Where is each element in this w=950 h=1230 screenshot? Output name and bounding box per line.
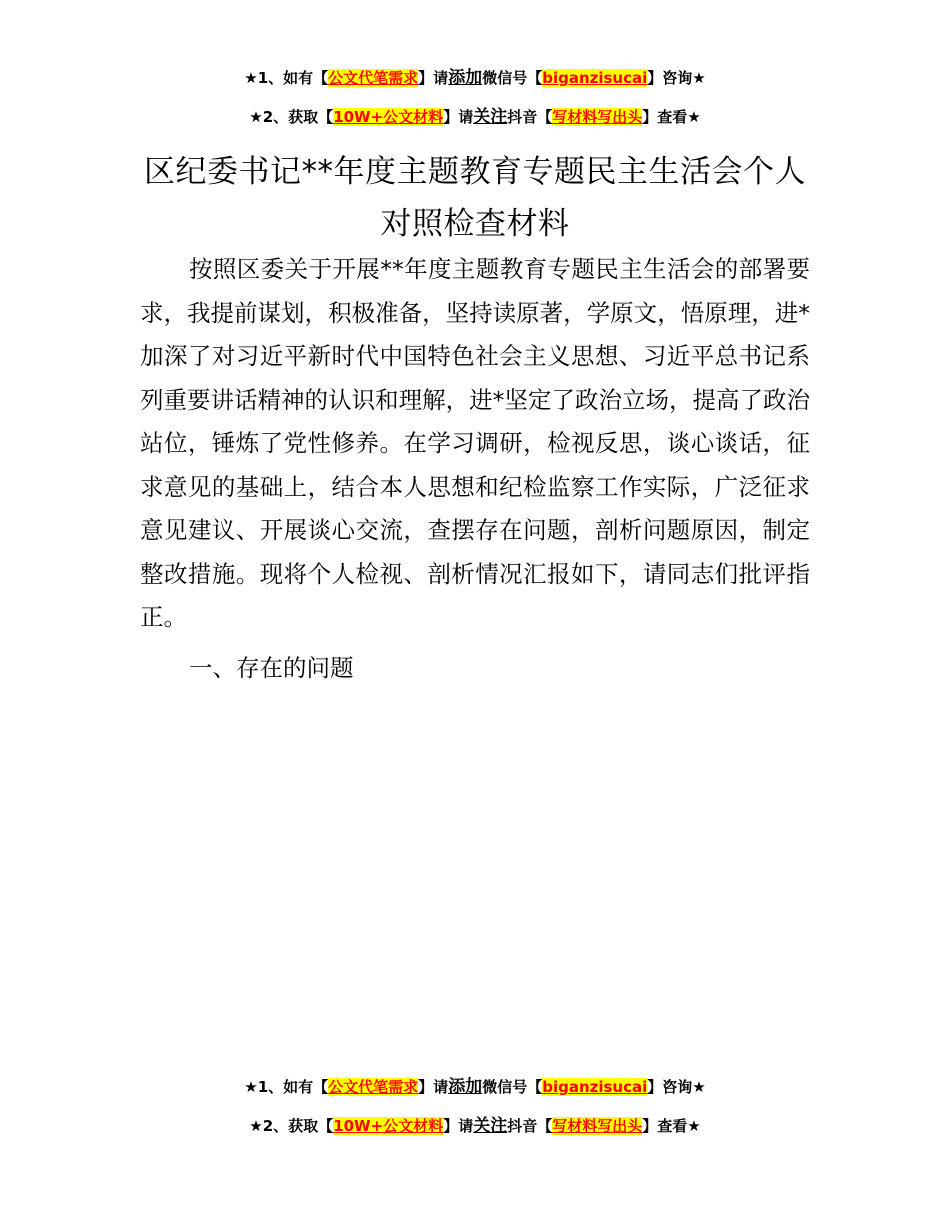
promo-text: 】查看★ <box>642 108 701 126</box>
promo-highlight-wechat-id[interactable]: biganzisucai <box>542 69 648 87</box>
promo-text: 2、获取【 <box>262 108 334 126</box>
star-icon: ★ <box>249 108 263 126</box>
promo-text: 微信号【 <box>482 1078 543 1096</box>
promo-text: 2、获取【 <box>262 1117 334 1135</box>
promo-text: 微信号【 <box>482 69 543 87</box>
promo-text: 】查看★ <box>642 1117 701 1135</box>
section-heading: 一、存在的问题 <box>189 654 354 682</box>
promo-text: 】咨询★ <box>647 69 706 87</box>
promo-text: 】咨询★ <box>647 1078 706 1096</box>
promo-highlight-materials[interactable]: 10W+公文材料 <box>333 1117 444 1135</box>
promo-text: 1、如有【 <box>257 69 329 87</box>
footer-promo-line-1 <box>0 1076 950 1098</box>
footer-promo-line-2 <box>0 1115 950 1137</box>
promo-highlight-wechat-id[interactable]: biganzisucai <box>542 1078 648 1096</box>
promo-underlined-word: 关注 <box>473 107 508 127</box>
promo-highlight-douyin-account[interactable]: 写材料写出头 <box>552 108 643 126</box>
promo-highlight-materials[interactable]: 10W+公文材料 <box>333 108 444 126</box>
promo-underlined-word: 添加 <box>448 68 483 88</box>
promo-highlight-service[interactable]: 公文代笔需求 <box>328 1078 419 1096</box>
promo-text: 】请 <box>418 69 449 87</box>
promo-text: 】请 <box>443 108 474 126</box>
promo-text: 】请 <box>443 1117 474 1135</box>
promo-highlight-service[interactable]: 公文代笔需求 <box>328 69 419 87</box>
document-title: 区纪委书记**年度主题教育专题民主生活会个人对照检查材料 <box>144 154 806 242</box>
promo-text: 1、如有【 <box>257 1078 329 1096</box>
header-promo-line-1 <box>0 67 950 89</box>
promo-underlined-word: 添加 <box>448 1077 483 1097</box>
header-promo-line-2 <box>0 106 950 128</box>
star-icon: ★ <box>244 69 258 87</box>
body-paragraph: 按照区委关于开展**年度主题教育专题民主生活会的部署要求，我提前谋划，积极准备，坚持读原著，学原文，悟原理，进*加深了对习近平新时代中国特色社会主义思想、习近平总书记系列重要讲话精神的认识和理解，进*坚定了政治立场，提高了政治站位，锤炼了党性修养。在学习调研，检视反思，谈心谈话，征求意见的基础上，结合本人思想和纪检监察工作实际，广泛征求意见建议、开展谈心交流，查摆存在问题，剖析问题原因，制定整改措施。现将个人检视、剖析情况汇报如下，请同志们批评指正。 <box>140 255 810 631</box>
star-icon: ★ <box>244 1078 258 1096</box>
promo-underlined-word: 关注 <box>473 1116 508 1136</box>
promo-text: 抖音【 <box>507 1117 553 1135</box>
promo-highlight-douyin-account[interactable]: 写材料写出头 <box>552 1117 643 1135</box>
promo-text: 】请 <box>418 1078 449 1096</box>
promo-text: 抖音【 <box>507 108 553 126</box>
star-icon: ★ <box>249 1117 263 1135</box>
